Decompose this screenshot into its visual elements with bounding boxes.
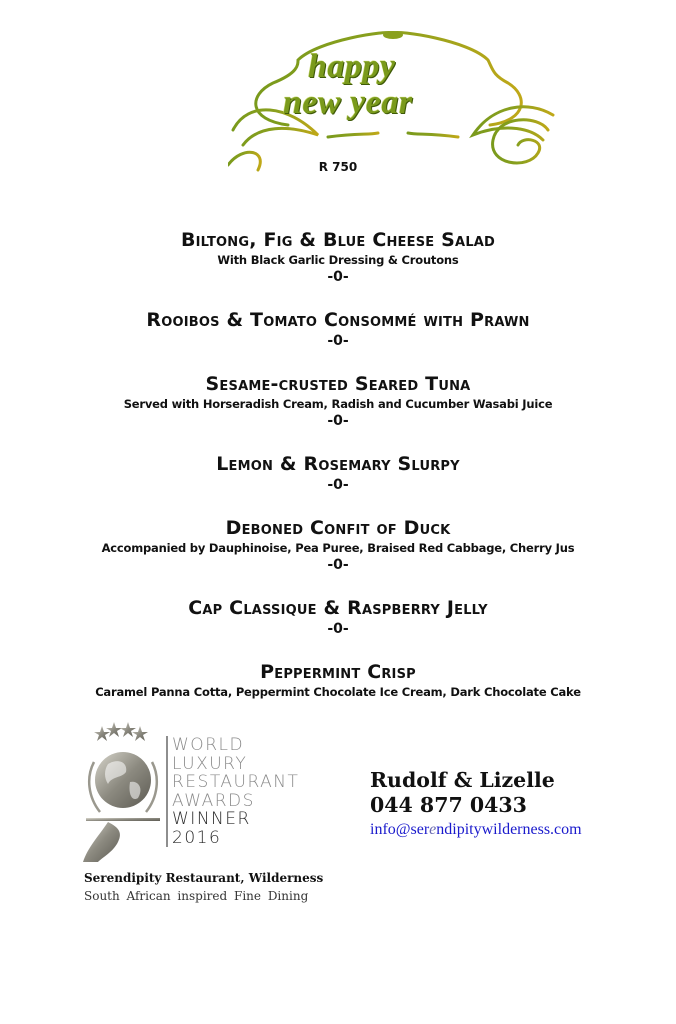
- course-separator: -0-: [327, 557, 349, 573]
- award-line: RESTAURANT: [172, 772, 300, 792]
- dish-description: Served with Horseradish Cream, Radish and Cucumber Wasabi Juice: [123, 397, 553, 411]
- course-2: [0, 308, 676, 350]
- dish-description: Accompanied by Dauphinoise, Pea Puree, Braised Red Cabbage, Cherry Jus: [101, 541, 575, 555]
- contact-email-link[interactable]: [370, 821, 582, 838]
- dish-title: Biltong, Fig & Blue Cheese Salad: [180, 229, 496, 251]
- restaurant-name: Serendipity Restaurant, Wilderness: [84, 871, 324, 885]
- dish-title: Cap Classique & Raspberry Jelly: [188, 597, 488, 619]
- email-part: ndipitywilderness.com: [436, 821, 582, 838]
- course-separator: -0-: [327, 477, 349, 493]
- award-line: WORLD: [172, 735, 245, 755]
- header-banner: [0, 0, 676, 190]
- dish-title: Rooibos & Tomato Consommé with Prawn: [146, 309, 530, 331]
- menu-price: R 750: [318, 160, 358, 174]
- title-happy: happy: [308, 48, 396, 85]
- course-separator: -0-: [327, 269, 349, 285]
- award-line: LUXURY: [172, 753, 248, 774]
- course-5: [0, 516, 676, 574]
- course-separator: -0-: [327, 413, 349, 429]
- email-part: info@ser: [370, 821, 430, 838]
- course-3: [0, 372, 676, 430]
- contact-phone[interactable]: 044 877 0433: [370, 793, 527, 817]
- course-separator: -0-: [327, 621, 349, 637]
- course-separator: -0-: [327, 333, 349, 349]
- email-part: e: [429, 821, 437, 838]
- course-1: [0, 228, 676, 286]
- course-4: [0, 452, 676, 494]
- dish-description: With Black Garlic Dressing & Croutons: [217, 253, 459, 267]
- dish-title: Sesame-crusted Seared Tuna: [205, 373, 471, 395]
- course-7: [0, 660, 676, 700]
- restaurant-tagline: South African inspired Fine Dining: [84, 889, 309, 903]
- contact-names: Rudolf & Lizelle: [370, 768, 555, 792]
- dish-title: Deboned Confit of Duck: [225, 517, 451, 539]
- course-6: [0, 596, 676, 638]
- dish-description: Caramel Panna Cotta, Peppermint Chocolate Ice Cream, Dark Chocolate Cake: [95, 685, 581, 699]
- globe-laurel-tray-icon: [78, 722, 168, 862]
- award-badge: [78, 722, 318, 862]
- dish-title: Lemon & Rosemary Slurpy: [216, 453, 460, 475]
- menu-courses: [0, 228, 676, 700]
- title-new-year: new year: [283, 84, 413, 121]
- dish-title: Peppermint Crisp: [260, 661, 416, 683]
- award-text: [166, 736, 299, 847]
- award-year: 2016: [172, 827, 222, 848]
- award-line: AWARDS: [172, 790, 255, 811]
- award-winner: WINNER: [172, 809, 251, 829]
- contact-block: [370, 768, 582, 842]
